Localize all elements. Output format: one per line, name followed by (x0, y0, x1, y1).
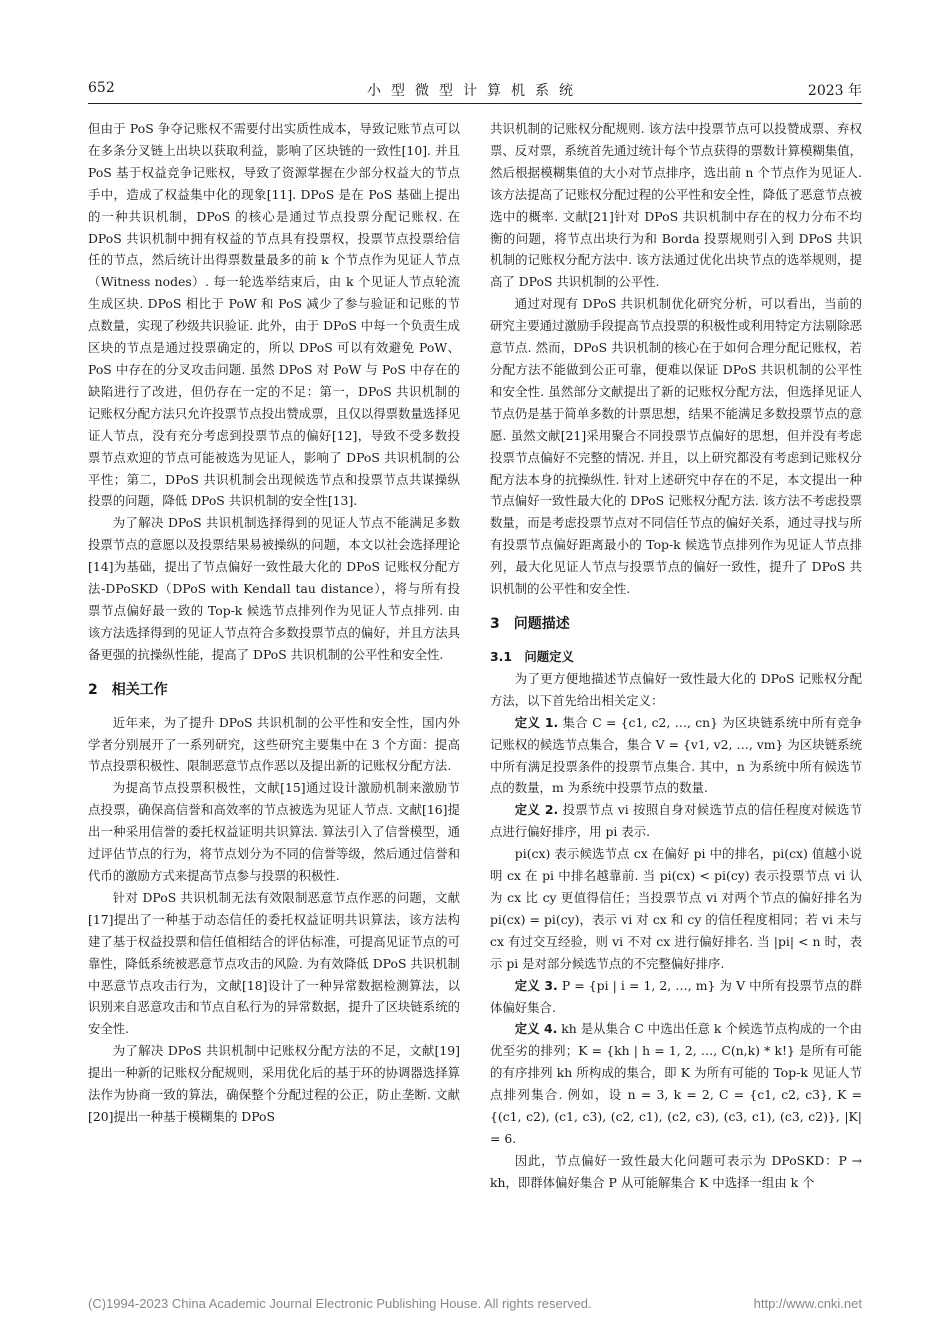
definition-label: 定义 4. (514, 1021, 558, 1037)
journal-name: 小型微型计算机系统 (367, 83, 583, 99)
copyright-footer (88, 1296, 862, 1311)
cnki-link[interactable]: http://www.cnki.net (753, 1296, 862, 1311)
journal-year: 2023 年 (807, 83, 862, 99)
paragraph: pi(cx) 表示候选节点 cx 在偏好 pi 中的排名，pi(cx) 值越小说明 cx 在 pi 中排名越靠前. 当 pi(cx) < pi(cy) 表示投票节点 vi 认为 cx 比 cy 更值得信任；当投票节点 vi 对两个节点的偏好排名为 pi(cx) = pi(cy)，表示 vi 对 cx 和 cy 的信任程度相同；若 vi 未与 cx 有过交互经验，则 vi 不对 cx 进行偏好排名. 当 |pi| < n 时，表示 pi 是对部分候选节点的不完整偏好排序. (490, 846, 862, 971)
definition-text: 投票节点 vi 按照自身对候选节点的信任程度对候选节点进行偏好排序，用 pi 表示. (490, 802, 862, 840)
definition (490, 975, 862, 1019)
paragraph: 因此，节点偏好一致性最大化问题可表示为 DPoSKD：P → kh，即群体偏好集合 P 从可能解集合 K 中选择一组由 k 个 (490, 1152, 862, 1190)
definition-label: 定义 3. (514, 977, 558, 993)
definition-label: 定义 2. (514, 802, 559, 818)
section-heading: 2 相关工作 (88, 681, 168, 698)
definition-text: kh 是从集合 C 中选出任意 k 个候选节点构成的一个由优至劣的排列；K = {kh | h = 1, 2, …, C(n,k) * k!} 是所有可能的有序排列 kh 所构成的集合，即 K 为所有可能的 Top-k 见证人节点排列集合. 例如，设 n = 3, k = 2, C = {c1, c2, c3}, K = {(c1, c2), (c1, c3), (c2, c1), (c2, c3), (c3, c1), (c3, c2)}, |K| = 6. (490, 1021, 862, 1146)
paragraph: 为了解决 DPoS 共识机制选择得到的见证人节点不能满足多数投票节点的意愿以及投票结果易被操纵的问题，本文以社会选择理论[14]为基础，提出了节点偏好一致性最大化的 DPoS 记账权分配方法-DPoSKD（DPoS with Kendall tau distance），将与所有投票节点偏好最一致的 Top-k 候选节点排列作为见证人节点排列. 由该方法选择得到的见证人节点符合多数投票节点的偏好，并且方法具备更强的抗操纵性能，提高了 DPoS 共识机制的公平性和安全性. (88, 515, 460, 662)
section-heading: 3 问题描述 (490, 615, 570, 632)
paragraph: 针对 DPoS 共识机制无法有效限制恶意节点作恶的问题，文献[17]提出了一种基于动态信任的委托权益证明共识算法，该方法构建了基于权益投票和信任值相结合的评估标准，可提高见证节点的可靠性，降低系统被恶意节点攻击的风险. 为有效降低 DPoS 共识机制中恶意节点攻击行为，文献[18]设计了一种异常数据检测算法，以识别来自恶意攻击和节点自私行为的异常数据，提升了区块链系统的安全性. (88, 889, 460, 1037)
definition-label: 定义 1. (514, 714, 559, 730)
paragraph: 为了解决 DPoS 共识机制中记账权分配方法的不足，文献[19]提出一种新的记账权分配规则，采用优化后的基于环的协调器选择算法作为协商一致的算法，确保整个分配过程的公正，防止垄断. 文献[20]提出一种基于模糊集的 DPoS (88, 1043, 460, 1124)
definition-text: P = {pi | i = 1, 2, …, m} 为 V 中所有投票节点的群体偏好集合. (490, 977, 862, 1015)
paragraph: 为提高节点投票积极性，文献[15]通过设计激励机制来激励节点投票，确保高信誉和高效率的节点被选为见证人节点. 文献[16]提出一种采用信誉的委托权益证明共识算法. 算法引入了信誉模型，通过评估节点的行为，将节点划分为不同的信誉等级，然后通过信誉和代币的激励方式来提高节点参与投票的积极性. (88, 780, 460, 883)
paragraph: 共识机制的记账权分配规则. 该方法中投票节点可以投赞成票、弃权票、反对票，系统首先通过统计每个节点获得的票数计算模糊集值，然后根据模糊集值的大小对节点排序，选出前 n 个节点作为见证人. 该方法提高了记账权分配过程的公平性和安全性，降低了恶意节点被选中的概率. 文献[21]针对 DPoS 共识机制中存在的权力分布不均衡的问题，将节点出块行为和 Borda 投票规则引入到 DPoS 共识机制的记账权分配方法中. 该方法通过优化出块节点的选举规则，提高了 DPoS 共识机制的公平性. (490, 121, 862, 290)
header-rule (88, 103, 862, 104)
right-column (490, 118, 862, 1194)
definition (490, 799, 862, 843)
paragraph: 通过对现有 DPoS 共识机制优化研究分析，可以看出，当前的研究主要通过激励手段提高节点投票的积极性或利用特定方法剔除恶意节点. 然而，DPoS 共识机制的核心在于如何合理分配记账权，若分配方法不能做到公正可靠，便难以保证 DPoS 共识机制的公平性和安全性. 虽然部分文献提出了新的记账权分配方法，但选择见证人节点仍是基于简单多数的计票思想，结果不能满足多数投票节点的意愿. 虽然文献[21]采用聚合不同投票节点偏好的思想，但并没有考虑投票节点偏好不完整的情况. 并且，以上研究都没有考虑到记账权分配方法本身的抗操纵性. 针对上述研究中存在的不足，本文提出一种节点偏好一致性最大化的 DPoS 记账权分配方法. 该方法不考虑投票数量，而是考虑投票节点对不同信任节点的偏好关系，通过寻找与所有投票节点偏好距离最小的 Top-k 候选节点排列作为见证人节点排列，最大化见证人节点与投票节点的偏好一致性，提升了 DPoS 共识机制的公平性和安全性. (490, 296, 862, 597)
copyright-text: (C)1994-2023 China Academic Journal Electronic Publishing House. All rights reserved. (88, 1296, 592, 1311)
definition (490, 712, 862, 800)
definition (490, 1018, 862, 1149)
page-number: 652 (88, 80, 115, 96)
running-header (88, 80, 862, 102)
paragraph: 为了更方便地描述节点偏好一致性最大化的 DPoS 记账权分配方法，以下首先给出相关定义： (490, 670, 862, 708)
paragraph: 但由于 PoS 争夺记账权不需要付出实质性成本，导致记账节点可以在多条分叉链上出块以获取利益，影响了区块链的一致性[10]. 并且 PoS 基于权益竞争记账权，导致了资源掌握在少部分权益大的节点手中，造成了权益集中化的现象[11]. DPoS 是在 PoS 基础上提出的一种共识机制，DPoS 的核心是通过节点投票分配记账权. 在 DPoS 共识机制中拥有权益的节点具有投票权，投票节点投票给信任的节点，然后统计出得票数量最多的前 k 个节点作为见证人节点（Witness nodes）. 每一轮选举结束后，由 k 个见证人节点轮流生成区块. DPoS 相比于 PoW 和 PoS 减少了参与验证和记账的节点数量，实现了秒级共识验证. 此外，由于 DPoS 中每一个负责生成区块的节点是通过投票确定的，所以 DPoS 可以有效避免 PoW、PoS 中存在的分叉攻击问题. 虽然 DPoS 对 PoW 与 PoS 中存在的缺陷进行了改进，但仍存在一定的不足：第一，DPoS 共识机制的记账权分配方法只允许投票节点投出赞成票，且仅以得票数量选择见证人节点，没有充分考虑到投票节点的偏好[12]，导致不受多数投票节点欢迎的节点可能被选为见证人，影响了 DPoS 共识机制的公平性；第二，DPoS 共识机制会出现候选节点和投票节点共谋操纵投票的问题，降低 DPoS 共识机制的安全性[13]. (88, 121, 460, 509)
paragraph: 近年来，为了提升 DPoS 共识机制的公平性和安全性，国内外学者分别展开了一系列研究，这些研究主要集中在 3 个方面：提高节点投票积极性、限制恶意节点作恶以及提出新的记账权分配方法. (88, 714, 460, 774)
definition-text: 集合 C = {c1, c2, …, cn} 为区块链系统中所有竞争记账权的候选节点集合，集合 V = {v1, v2, …, vm} 为区块链系统中所有满足投票条件的投票节点集合. 其中，n 为系统中所有候选节点的数量，m 为系统中投票节点的数量. (490, 714, 862, 796)
subsection-heading: 3.1 问题定义 (490, 648, 574, 664)
left-column (88, 118, 460, 1128)
